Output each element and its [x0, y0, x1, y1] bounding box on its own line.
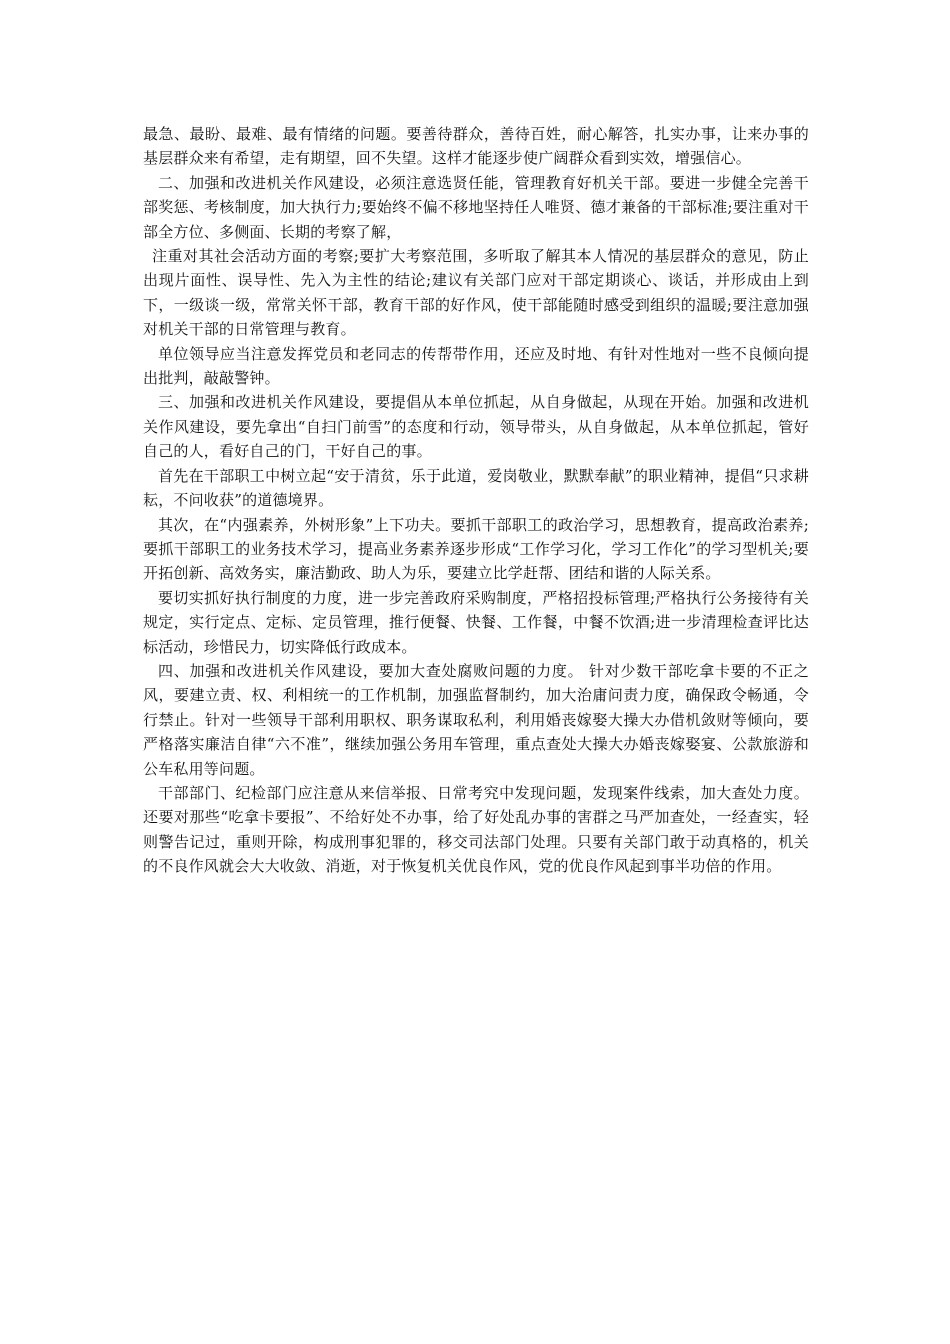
paragraph-4: 单位领导应当注意发挥党员和老同志的传帮带作用，还应及时地、有针对性地对一些不良倾向提出批判，敲敲警钟。	[143, 344, 809, 388]
paragraph-8: 要切实抓好执行制度的力度，进一步完善政府采购制度，严格招投标管理;严格执行公务接待有关规定，实行定点、定标、定员管理，推行便餐、快餐、工作餐，中餐不饮酒;进一步清理检查评比达标活动，珍惜民力，切实降低行政成本。	[143, 588, 809, 656]
paragraph-2: 二、加强和改进机关作风建设，必须注意选贤任能，管理教育好机关干部。要进一步健全完善干部奖惩、考核制度，加大执行力;要始终不偏不移地坚持任人唯贤、德才兼备的干部标准;要注重对干部全方位、多侧面、长期的考察了解，	[143, 173, 809, 241]
paragraph-9: 四、加强和改进机关作风建设，要加大查处腐败问题的力度。 针对少数干部吃拿卡要的不正之风，要建立责、权、利相统一的工作机制，加强监督制约，加大治庸问责力度，确保政令畅通，令行禁止。针对一些领导干部利用职权、职务谋取私利，利用婚丧嫁娶大操大办借机敛财等倾向，要严格落实廉洁自律“六不准”，继续加强公务用车管理，重点查处大操大办婚丧嫁娶宴、公款旅游和公车私用等问题。	[143, 661, 809, 778]
document-body	[143, 122, 809, 879]
paragraph-10: 干部部门、纪检部门应注意从来信举报、日常考究中发现问题，发现案件线索，加大查处力度。还要对那些“吃拿卡要报”、不给好处不办事，给了好处乱办事的害群之马严加查处，一经查实，轻则警告记过，重则开除，构成刑事犯罪的，移交司法部门处理。只要有关部门敢于动真格的，机关的不良作风就会大大收敛、消逝，对于恢复机关优良作风，党的优良作风起到事半功倍的作用。	[143, 783, 809, 876]
paragraph-7: 其次，在“内强素养，外树形象”上下功夫。要抓干部职工的政治学习，思想教育，提高政治素养;要抓干部职工的业务技术学习，提高业务素养逐步形成“工作学习化，学习工作化”的学习型机关;要开拓创新、高效务实，廉洁勤政、助人为乐，要建立比学赶帮、团结和谐的人际关系。	[143, 515, 809, 583]
paragraph-3: 注重对其社会活动方面的考察;要扩大考察范围，多听取了解其本人情况的基层群众的意见，防止出现片面性、误导性、先入为主性的结论;建议有关部门应对干部定期谈心、谈话，并形成由上到下，一级谈一级，常常关怀干部，教育干部的好作风，使干部能随时感受到组织的温暖;要注意加强对机关干部的日常管理与教育。	[143, 247, 809, 339]
paragraph-6: 首先在干部职工中树立起“安于清贫，乐于此道，爱岗敬业，默默奉献”的职业精神，提倡“只求耕耘，不问收获”的道德境界。	[143, 466, 809, 510]
paragraph-5: 三、加强和改进机关作风建设，要提倡从本单位抓起，从自身做起，从现在开始。加强和改进机关作风建设，要先拿出“自扫门前雪”的态度和行动，领导带头，从自身做起，从本单位抓起，管好自己的人，看好自己的门，干好自己的事。	[143, 393, 809, 461]
paragraph-1: 最急、最盼、最难、最有情绪的问题。要善待群众，善待百姓，耐心解答，扎实办事，让来办事的基层群众来有希望，走有期望，回不失望。这样才能逐步使广阔群众看到实效，增强信心。	[143, 125, 809, 168]
